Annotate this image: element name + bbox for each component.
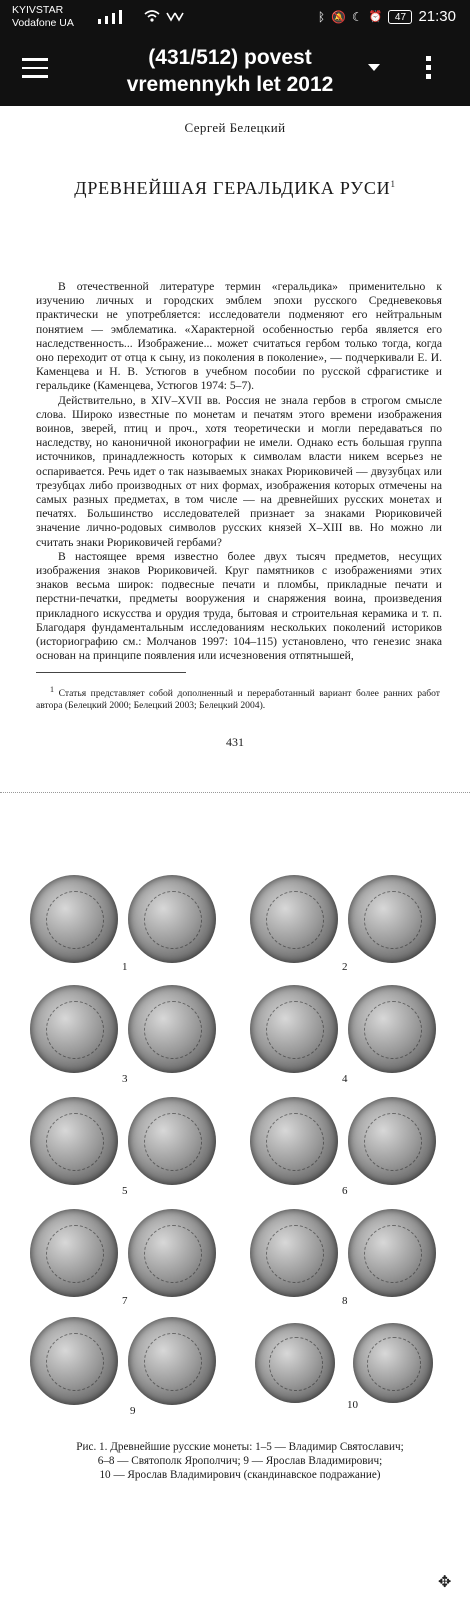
figure-caption [30, 1440, 450, 1482]
coin-pair [30, 875, 220, 975]
app-header [0, 0, 470, 106]
wifi-icon [143, 9, 185, 23]
coin-image [128, 985, 216, 1073]
document-title [110, 44, 350, 98]
coin-image [348, 1209, 436, 1297]
moon-icon: ☾ [351, 9, 363, 24]
coin-image [348, 1097, 436, 1185]
coin-pair [250, 875, 440, 975]
coin-image [348, 875, 436, 963]
coin-label: 3 [122, 1073, 128, 1085]
caption-line-1: Рис. 1. Древнейшие русские монеты: 1–5 — Владимир Святославич; [76, 1441, 404, 1453]
coin-image [30, 875, 118, 963]
signal-icon [98, 10, 122, 24]
paragraph: В отечественной литературе термин «геральдика» применительно к изучению личных и городских эмблем эпохи русского Средневековья практически не употребляется: исследователи подменяют его нейтральным понятием — эмблематика. «Характерной особенностью герба является его наследственность... Изображение... может считаться гербом только тогда, когда оно переходит от отца к сыну, из поколения в поколение», — подчеркивали Е. И. Каменцева и Н. В. Устюгов в учебном пособии по русской сфрагистике и геральдике (Каменцева, Устюгов 1974: 5–7). [36, 280, 442, 393]
paragraph: Действительно, в XIV–XVII вв. Россия не знала гербов в строгом смысле слова. Широко известные по монетам и печатям этого времени изображения воинов, зверей, птиц и проч., хотя теоретически и могли передаваться по наследству, но каноничной иконографии не имели. Однако есть большая группа источников, принадлежность которых к символам власти никем всерьез не оспаривается. Речь идет о так называемых знаках Рюриковичей — двузубцах или трезубцах либо производных от них формах, изображения которых отмечены на самых разных предметах, в том числе — на древнейших русских монетах и печатях. Большинство исследователей признает за знаками Рюриковичей значение лично-родовых символов русских князей X–XIII вв. Но можно ли считать знаки Рюриковичей гербами? [36, 393, 442, 549]
more-options-button[interactable] [426, 56, 432, 83]
caption-line-3: 10 — Ярослав Владимирович (скандинавское подражание) [99, 1469, 381, 1481]
coin-image [250, 985, 338, 1073]
coin-image [353, 1323, 433, 1403]
coin-label: 6 [342, 1185, 348, 1197]
coin-label: 9 [130, 1405, 136, 1417]
caption-line-2: 6–8 — Святополк Ярополчич; 9 — Ярослав Владимирович; [97, 1455, 383, 1467]
title-line-1: (431/512) povest [148, 46, 312, 69]
paragraph: В настоящее время известно более двух тысяч предметов, несущих изображения знаков Рюриковичей. Круг памятников с изображениями этих знаков весьма широк: подвесные печати и пломбы, прикладные печати и перстни-печатки, предметы вооружения и снаряжения воина, произведения прикладного искусства и орудия труда, бытовая и строительная керамика и т. п. Благодаря фундаментальным исследованиям нескольких поколений историков (историографию см.: Молчанов 1997: 104–115) установлено, что генезис знака основан на принципе появления или исчезновения отпятнышей, [36, 549, 442, 663]
mute-icon: 🔕 [331, 9, 346, 24]
coin-pair [250, 985, 440, 1085]
footnote [36, 684, 440, 712]
coin-pair [30, 1097, 220, 1197]
coin-image [30, 1209, 118, 1297]
title-line-2: vremennykh let 2012 [126, 73, 334, 96]
alarm-icon: ⏰ [368, 10, 383, 23]
coin-image [255, 1323, 335, 1403]
coin-pair [250, 1097, 440, 1197]
page-number: 431 [226, 735, 244, 749]
coin-image [128, 1209, 216, 1297]
coin-image [250, 875, 338, 963]
coin-label: 7 [122, 1295, 128, 1307]
coin-pair [30, 985, 220, 1085]
coin-label: 1 [122, 961, 128, 973]
coin-label: 2 [342, 961, 348, 973]
heading-text: ДРЕВНЕЙШАЯ ГЕРАЛЬДИКА РУСИ [74, 178, 391, 198]
move-icon[interactable]: ✥ [438, 1572, 452, 1591]
coin-label: 4 [342, 1073, 348, 1085]
bluetooth-icon: ᛒ [317, 9, 326, 24]
coin-label: 5 [122, 1185, 128, 1197]
coin-label: 8 [342, 1295, 348, 1307]
coin-pair [30, 1209, 220, 1309]
article-heading [0, 178, 470, 199]
coin-image [128, 875, 216, 963]
coin-pair [30, 1317, 220, 1417]
article-author: Сергей Белецкий [184, 120, 286, 135]
coin-image [250, 1097, 338, 1185]
clock: 21:30 [418, 8, 456, 25]
coin-image [128, 1097, 216, 1185]
battery-icon: 47 [388, 10, 412, 24]
status-right [318, 8, 456, 25]
carrier-info [12, 4, 74, 30]
footnote-text: Статья представляет собой дополненный и переработанный вариант более ранних работ автора (Белецкий 2000; Белецкий 2003; Белецкий 2004). [36, 688, 440, 712]
heading-footnote-ref: 1 [390, 179, 396, 189]
footnote-number: 1 [50, 685, 54, 694]
coin-image [250, 1209, 338, 1297]
coin-image [30, 1317, 118, 1405]
coin-image [128, 1317, 216, 1405]
coin-image [30, 985, 118, 1073]
menu-button[interactable] [22, 58, 48, 78]
status-bar [0, 0, 470, 32]
coin-pair [255, 1323, 445, 1423]
coin-pair [250, 1209, 440, 1309]
chevron-down-icon[interactable] [368, 64, 380, 71]
carrier-1: KYIVSTAR [12, 4, 64, 16]
article-body [36, 280, 442, 663]
footnote-divider [36, 672, 186, 673]
coin-image [30, 1097, 118, 1185]
coin-image [348, 985, 436, 1073]
coins-figure [30, 875, 450, 1425]
coin-label: 10 [347, 1399, 358, 1411]
carrier-2: Vodafone UA [12, 17, 74, 29]
page-separator [0, 792, 470, 793]
